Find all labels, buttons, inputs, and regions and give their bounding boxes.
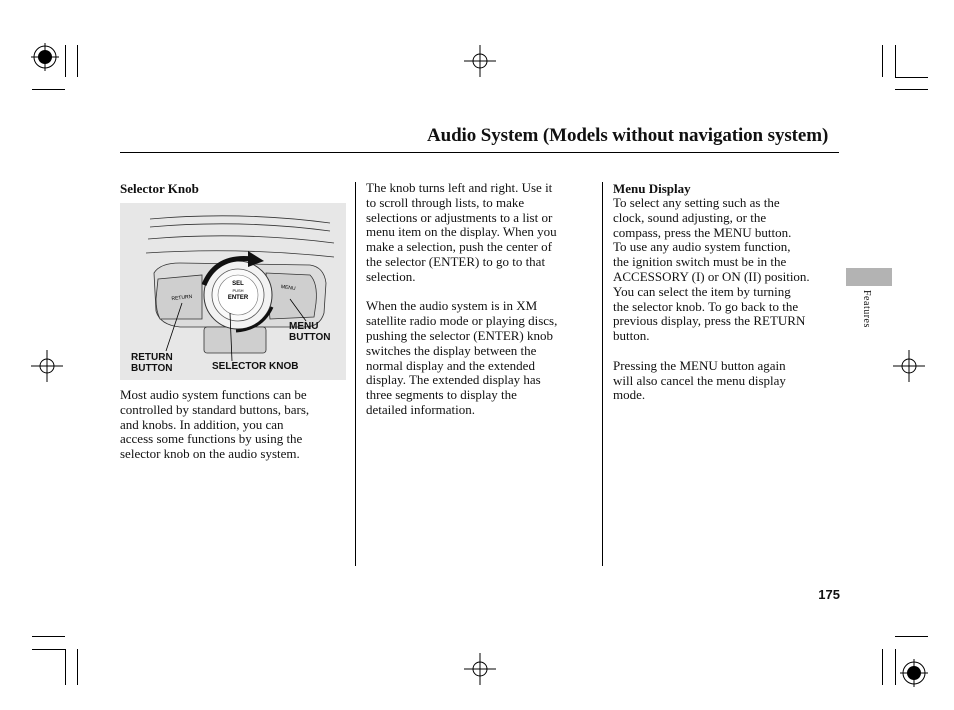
column-divider-1 [355, 182, 356, 566]
menu-display-heading: Menu Display [613, 181, 691, 196]
knob-enter-label: ENTER [227, 295, 249, 301]
return-button-label: RETURN [171, 293, 193, 303]
selector-knob-heading: Selector Knob [120, 181, 199, 196]
paragraph-menu-cancel: Pressing the MENU button again will also cancel the menu display mode. [613, 357, 786, 403]
page-number: 175 [818, 587, 840, 602]
knob-usage-text [366, 181, 557, 433]
starburst-target-bottom-right [900, 659, 928, 687]
knob-sel-label: SEL [232, 281, 244, 287]
menu-button-label: MENU [280, 284, 296, 293]
return-button-callout: RETURN BUTTON [131, 352, 173, 374]
section-tab [846, 268, 892, 286]
selector-knob-callout: SELECTOR KNOB [212, 361, 299, 372]
menu-button-callout: MENU BUTTON [289, 321, 331, 343]
paragraph-menu-select: To select any setting such as the clock, sound adjusting, or the compass, press the MENU button. To use any audio system function, the ignition switch must be in the ACCESSORY (I) or ON (II) position. You can select the item by turning the selector knob. To go back to the previous display, press the RETURN button. [613, 195, 810, 344]
menu-display-text [613, 196, 810, 418]
paragraph-xm-extended-display: When the audio system is in XM satellite radio mode or playing discs, pushing the selector (ENTER) knob switches the display between the normal display and the extended display. The extended display has three segments to display the detailed information. [366, 298, 558, 417]
column-divider-2 [602, 182, 603, 566]
paragraph-knob-turns: The knob turns left and right. Use it to scroll through lists, to make selections or adjustments to a list or menu item on the display. When you make a selection, push the center of the selector (ENTER) to go to that selection. [366, 180, 557, 284]
starburst-target-top-left [31, 43, 59, 71]
section-tab-label: Features [861, 290, 872, 328]
selector-knob-figure [120, 203, 346, 380]
page-title: Audio System (Models without navigation system) [427, 125, 829, 146]
knob-push-label: PUSH [232, 288, 244, 293]
selector-knob-intro: Most audio system functions can be controlled by standard buttons, bars, and knobs. In addition, you can access some functions by using the selector knob on the audio system. [120, 387, 310, 462]
title-rule [120, 152, 839, 153]
